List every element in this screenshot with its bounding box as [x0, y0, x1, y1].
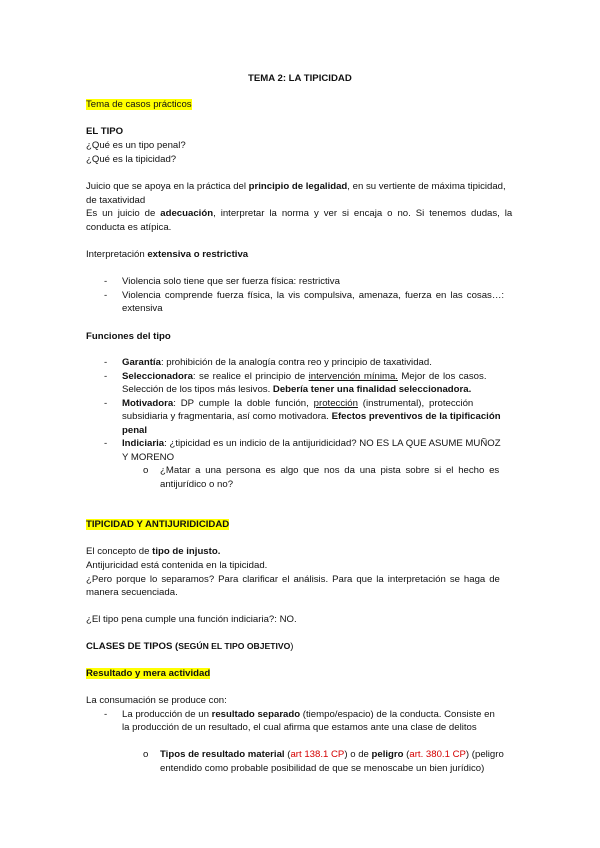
- paragraph-adecuacion-line2: conducta es atípica.: [86, 222, 172, 233]
- dash-bullet: -: [104, 709, 108, 720]
- list-item-indiciaria-line2: Y MORENO: [122, 452, 175, 463]
- paragraph-antijuricidad: Antijuricidad está contenida en la tipicidad.: [86, 560, 268, 571]
- heading-tipicidad-antijuridicidad: TIPICIDAD Y ANTIJURIDICIDAD: [86, 519, 230, 530]
- page-title: TEMA 2: LA TIPICIDAD: [248, 73, 352, 84]
- list-item-extensiva-line2: extensiva: [122, 303, 163, 314]
- list-item-resultado-line2: la producción de un resultado, el cual afirma que estamos ante una clase de delitos: [122, 722, 477, 733]
- sub-item-tipos-resultado-line2: entendido como probable posibilidad de que se menoscabe un bien jurídico): [160, 763, 485, 774]
- highlighted-resultado-mera-actividad: Resultado y mera actividad: [86, 668, 211, 679]
- highlighted-casos-practicos: Tema de casos prácticos: [86, 99, 192, 110]
- paragraph-consumacion: La consumación se produce con:: [86, 695, 227, 706]
- heading-funciones: Funciones del tipo: [86, 331, 171, 342]
- heading-clases-tipos: CLASES DE TIPOS (SEGÚN EL TIPO OBJETIVO): [86, 641, 294, 652]
- paragraph-adecuacion-line1: Es un juicio de adecuación, interpretar la norma y ver si encaja o no. Si tenemos dudas, la: [86, 208, 513, 219]
- paragraph-separamos-line2: manera secuenciada.: [86, 587, 178, 598]
- list-item-motivadora-line3: penal: [122, 425, 148, 436]
- list-item-indiciaria-line1: Indiciaria: ¿tipicidad es un indicio de la antijuridicidad? NO ES LA QUE ASUME MUÑOZ: [122, 438, 501, 449]
- sub-item-matar-line1: ¿Matar a una persona es algo que nos da una pista sobre si el hecho es: [160, 465, 500, 476]
- heading-el-tipo: EL TIPO: [86, 126, 124, 137]
- circle-bullet: o: [143, 465, 149, 476]
- question-tipo-penal: ¿Qué es un tipo penal?: [86, 140, 186, 151]
- list-item-extensiva-line1: Violencia comprende fuerza física, la vis compulsiva, amenaza, fuerza en las cosas…:: [122, 290, 505, 301]
- circle-bullet: o: [143, 749, 149, 760]
- list-item-restrictiva: Violencia solo tiene que ser fuerza física: restrictiva: [122, 276, 340, 287]
- list-item-motivadora-line1: Motivadora: DP cumple la doble función, protección (instrumental), protección: [122, 398, 474, 409]
- list-item-motivadora-line2: subsidiaria y fragmentaria, así como motivadora. Efectos preventivos de la tipificación: [122, 411, 501, 422]
- dash-bullet: -: [104, 438, 108, 449]
- list-item-seleccionadora-line2: Selección de los tipos más lesivos. Debería tener una finalidad seleccionadora.: [122, 384, 472, 395]
- dash-bullet: -: [104, 371, 108, 382]
- dash-bullet: -: [104, 290, 108, 301]
- sub-item-tipos-resultado-line1: Tipos de resultado material (art 138.1 CP) o de peligro (art. 380.1 CP) (peligro: [160, 749, 504, 760]
- paragraph-juicio-line1: Juicio que se apoya en la práctica del principio de legalidad, en su vertiente de máxima tipicidad,: [86, 181, 506, 192]
- dash-bullet: -: [104, 276, 108, 287]
- list-item-resultado-line1: La producción de un resultado separado (tiempo/espacio) de la conducta. Consiste en: [122, 709, 495, 720]
- paragraph-tipo-injusto: El concepto de tipo de injusto.: [86, 546, 221, 557]
- sub-item-matar-line2: antijurídico o no?: [160, 479, 234, 490]
- paragraph-indiciaria-question: ¿El tipo pena cumple una función indiciaria?: NO.: [86, 614, 297, 625]
- list-item-seleccionadora-line1: Seleccionadora: se realice el principio de intervención mínima. Mejor de los casos.: [122, 371, 487, 382]
- paragraph-separamos-line1: ¿Pero porque lo separamos? Para clarificar el análisis. Para que la interpretación se haga de: [86, 574, 500, 585]
- paragraph-juicio-line2: de taxatividad: [86, 195, 146, 206]
- question-tipicidad: ¿Qué es la tipicidad?: [86, 154, 177, 165]
- dash-bullet: -: [104, 398, 108, 409]
- list-item-garantia: Garantía: prohibición de la analogía contra reo y principio de taxatividad.: [122, 357, 432, 368]
- heading-interpretacion: Interpretación extensiva o restrictiva: [86, 249, 249, 260]
- dash-bullet: -: [104, 357, 108, 368]
